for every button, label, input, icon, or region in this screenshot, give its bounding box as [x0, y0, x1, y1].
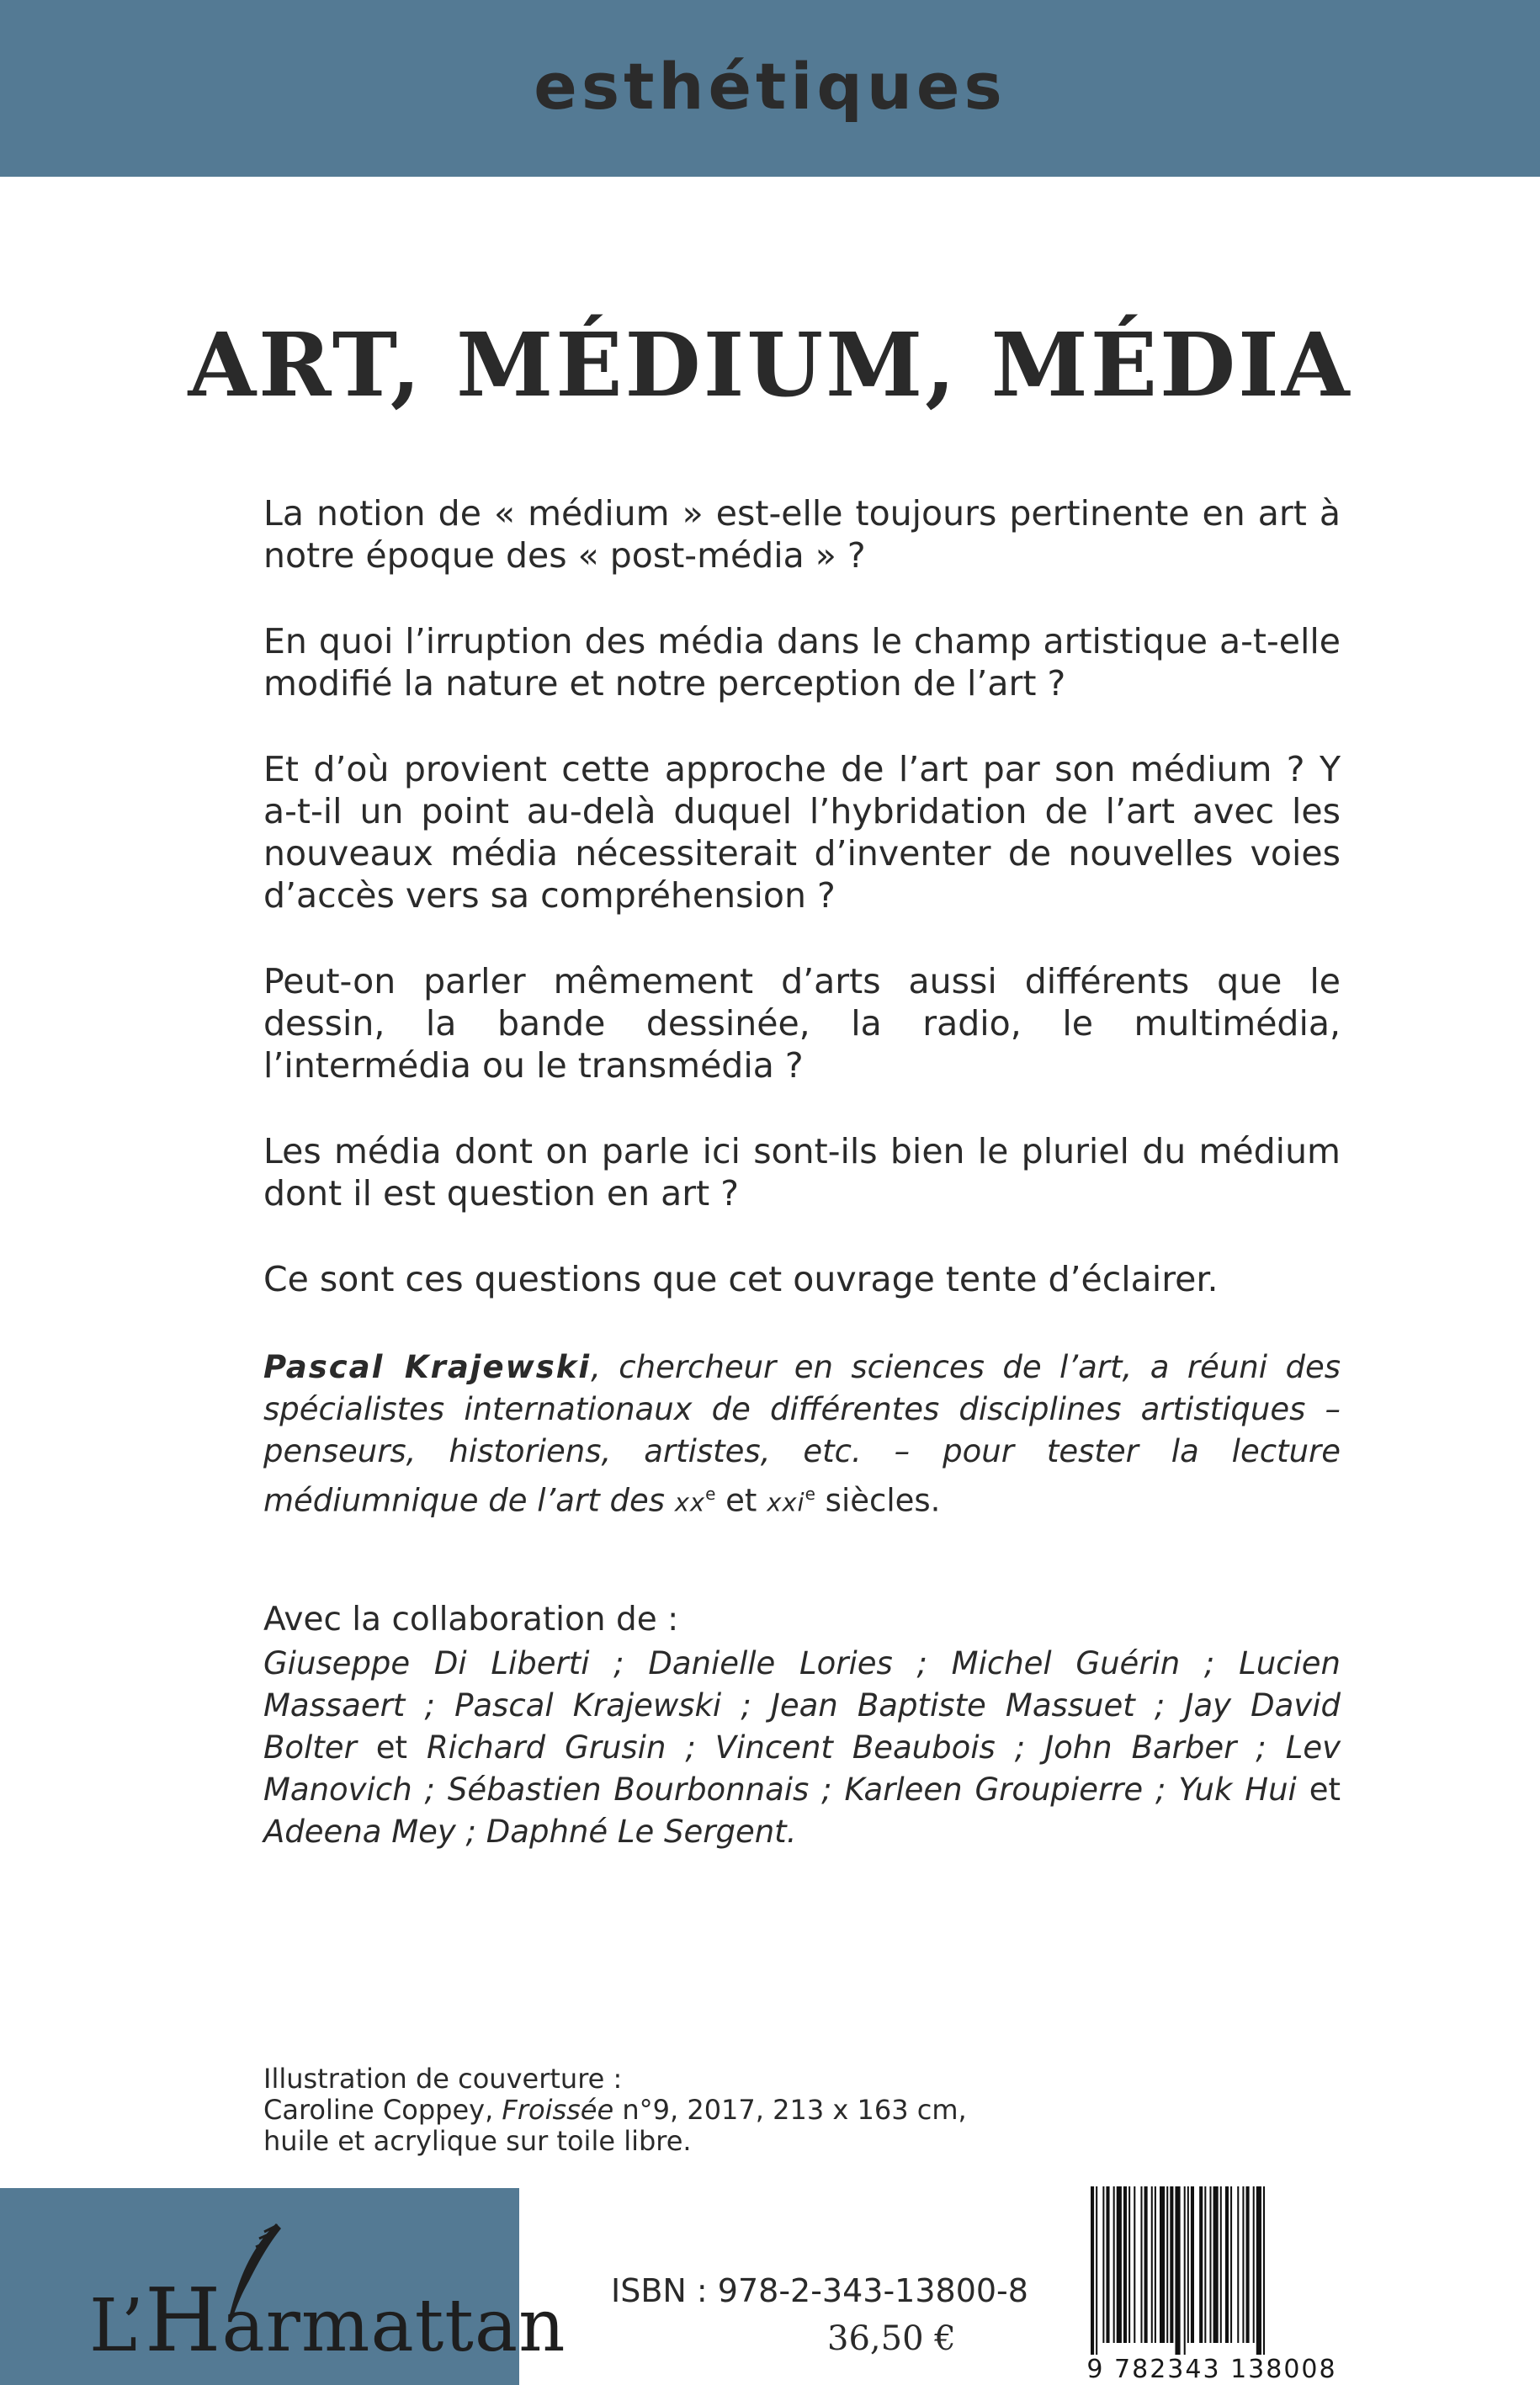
book-title: ART, MÉDIUM, MÉDIA	[188, 313, 1352, 417]
barcode-bar	[1199, 2186, 1203, 2343]
barcode-bar	[1230, 2186, 1232, 2343]
back-cover-blurb	[263, 492, 1341, 1344]
barcode-bar	[1191, 2186, 1194, 2343]
barcode-digits: 9 782343 138008	[1086, 2355, 1337, 2384]
barcode-bar	[1242, 2186, 1244, 2343]
contributor-conjunction: et	[1296, 1771, 1341, 1808]
contributor-name: Giuseppe Di Liberti	[263, 1645, 590, 1681]
contributor-name: Vincent Beaubois	[714, 1729, 996, 1766]
barcode-bar	[1144, 2186, 1148, 2343]
barcode-bar	[1225, 2186, 1229, 2343]
barcode-bar	[1263, 2186, 1265, 2355]
barcode-bar	[1184, 2186, 1186, 2355]
century-superscript: e	[805, 1484, 815, 1504]
blurb-paragraph: En quoi l’irruption des média dans le champ artistique a-t-elle modifié la nature et notre perception de l’art ?	[263, 621, 1341, 704]
contributor-name: Jean Baptiste Massuet	[770, 1687, 1135, 1724]
logo-rest: armattan	[221, 2284, 566, 2368]
logo-initial: H	[144, 2269, 222, 2372]
contributor-name: Pascal Krajewski	[454, 1687, 722, 1724]
barcode-bar	[1256, 2186, 1261, 2355]
blurb-paragraph: La notion de « médium » est-elle toujours pertinente en art à notre époque des « post-média » ?	[263, 493, 1341, 576]
contributor-name: Sébastien Bourbonnais	[447, 1771, 810, 1808]
barcode-bar	[1213, 2186, 1219, 2343]
barcode-bar	[1102, 2186, 1104, 2343]
series-name: esthétiques	[534, 49, 1006, 124]
barcode-bar	[1175, 2186, 1180, 2355]
contributor-name: Jay David Bolter et Richard Grusin	[263, 1687, 1341, 1766]
barcode-bar	[1134, 2186, 1135, 2343]
illustration-label: Illustration de couverture :	[263, 2063, 623, 2095]
illustration-artist: Caroline Coppey,	[263, 2094, 502, 2126]
author-name: Pascal Krajewski	[263, 1349, 592, 1385]
blurb-paragraph: Et d’où provient cette approche de l’art par son médium ? Y a-t-il un point au-delà duquel l’hybridation de l’art avec les nouveaux média nécessiterait d’inventer de nouvelles voies d’accès vers sa compréhension ?	[263, 749, 1341, 916]
barcode-bar	[1170, 2186, 1173, 2343]
barcode-bar	[1091, 2186, 1094, 2355]
illustration-credit	[263, 2064, 1105, 2157]
collaboration-intro: Avec la collaboration de :	[263, 1601, 679, 1639]
contributor-name: Lucien Massaert	[263, 1645, 1341, 1724]
contributor-name: Daphné Le Sergent	[486, 1814, 787, 1850]
author-bio-text: , chercheur en sciences de l’art, a réuni des spécialistes internationaux de différentes disciplines artistiques – penseurs, historiens, artistes, etc. – pour tester la lecture médiumnique de l’art des	[263, 1349, 1341, 1519]
blurb-paragraph: Peut-on parler mêmement d’arts aussi différents que le dessin, la bande dessinée, la radio, le multimédia, l’intermédia ou le transmédia ?	[263, 961, 1341, 1086]
barcode-bar	[1155, 2186, 1156, 2343]
author-bio	[263, 1347, 1341, 1523]
barcode-bar	[1140, 2186, 1142, 2343]
isbn: ISBN : 978-2-343-13800-8	[611, 2272, 1028, 2309]
barcode-bar	[1123, 2186, 1127, 2343]
blurb-paragraph: Ce sont ces questions que cet ouvrage tente d’éclairer.	[263, 1259, 1219, 1299]
blurb-paragraph: Les média dont on parle ici sont-ils bien le pluriel du médium dont il est question en art ?	[263, 1131, 1341, 1214]
contributor-name: Karleen Groupierre	[844, 1771, 1144, 1808]
century-twentieth: xx	[674, 1488, 706, 1517]
barcode-bar	[1096, 2186, 1097, 2355]
barcode-bar	[1246, 2186, 1250, 2343]
contributor-name: Danielle Lories	[648, 1645, 893, 1681]
barcode	[1086, 2186, 1338, 2355]
barcode-bar	[1209, 2186, 1211, 2343]
contributor-list: Giuseppe Di Liberti ; Danielle Lories ; Michel Guérin ; Lucien Massaert ; Pascal Krajewski ; Jean Baptiste Massuet ; Jay David Bolter et Richard Grusin ; Vincent Beaubois ; John Barber ; Lev Manovich ; Sébastien Bourbonnais ; Karleen Groupierre ; Yuk Hui et Adeena Mey ; Daphné Le Sergent.	[263, 1645, 1341, 1850]
contributor-conjunction: et	[356, 1729, 427, 1766]
barcode-bar	[1160, 2186, 1165, 2343]
barcode-bar	[1106, 2186, 1109, 2343]
barcode-bar	[1237, 2186, 1239, 2343]
barcode-bar	[1128, 2186, 1130, 2343]
publisher-logo	[89, 2269, 566, 2372]
illustration-work-title: Froissée	[502, 2094, 614, 2126]
bio-ending: siècles.	[815, 1482, 941, 1519]
illustration-work-details: n°9, 2017, 213 x 163 cm,	[613, 2094, 967, 2126]
logo-prefix: L’	[89, 2284, 145, 2368]
price: 36,50 €	[827, 2319, 956, 2358]
barcode-bar	[1113, 2186, 1115, 2343]
barcode-bar	[1220, 2186, 1222, 2343]
contributor-name: John Barber	[1044, 1729, 1237, 1766]
illustration-details	[263, 2095, 1105, 2126]
century-superscript: e	[705, 1484, 716, 1504]
barcode-bar	[1151, 2186, 1153, 2343]
contributor-name: Michel Guérin	[951, 1645, 1181, 1681]
barcode-bar	[1166, 2186, 1168, 2343]
contributor-name: Lev Manovich	[263, 1729, 1341, 1808]
century-twenty-first: xxi	[767, 1488, 805, 1517]
barcode-bar	[1204, 2186, 1206, 2343]
barcode-bar	[1187, 2186, 1189, 2343]
barcode-bar	[1253, 2186, 1255, 2343]
contributor-name: Yuk Hui et Adeena Mey	[263, 1771, 1341, 1850]
illustration-medium: huile et acrylique sur toile libre.	[263, 2125, 692, 2157]
barcode-bar	[1117, 2186, 1122, 2343]
century-conjunction: et	[715, 1482, 767, 1519]
